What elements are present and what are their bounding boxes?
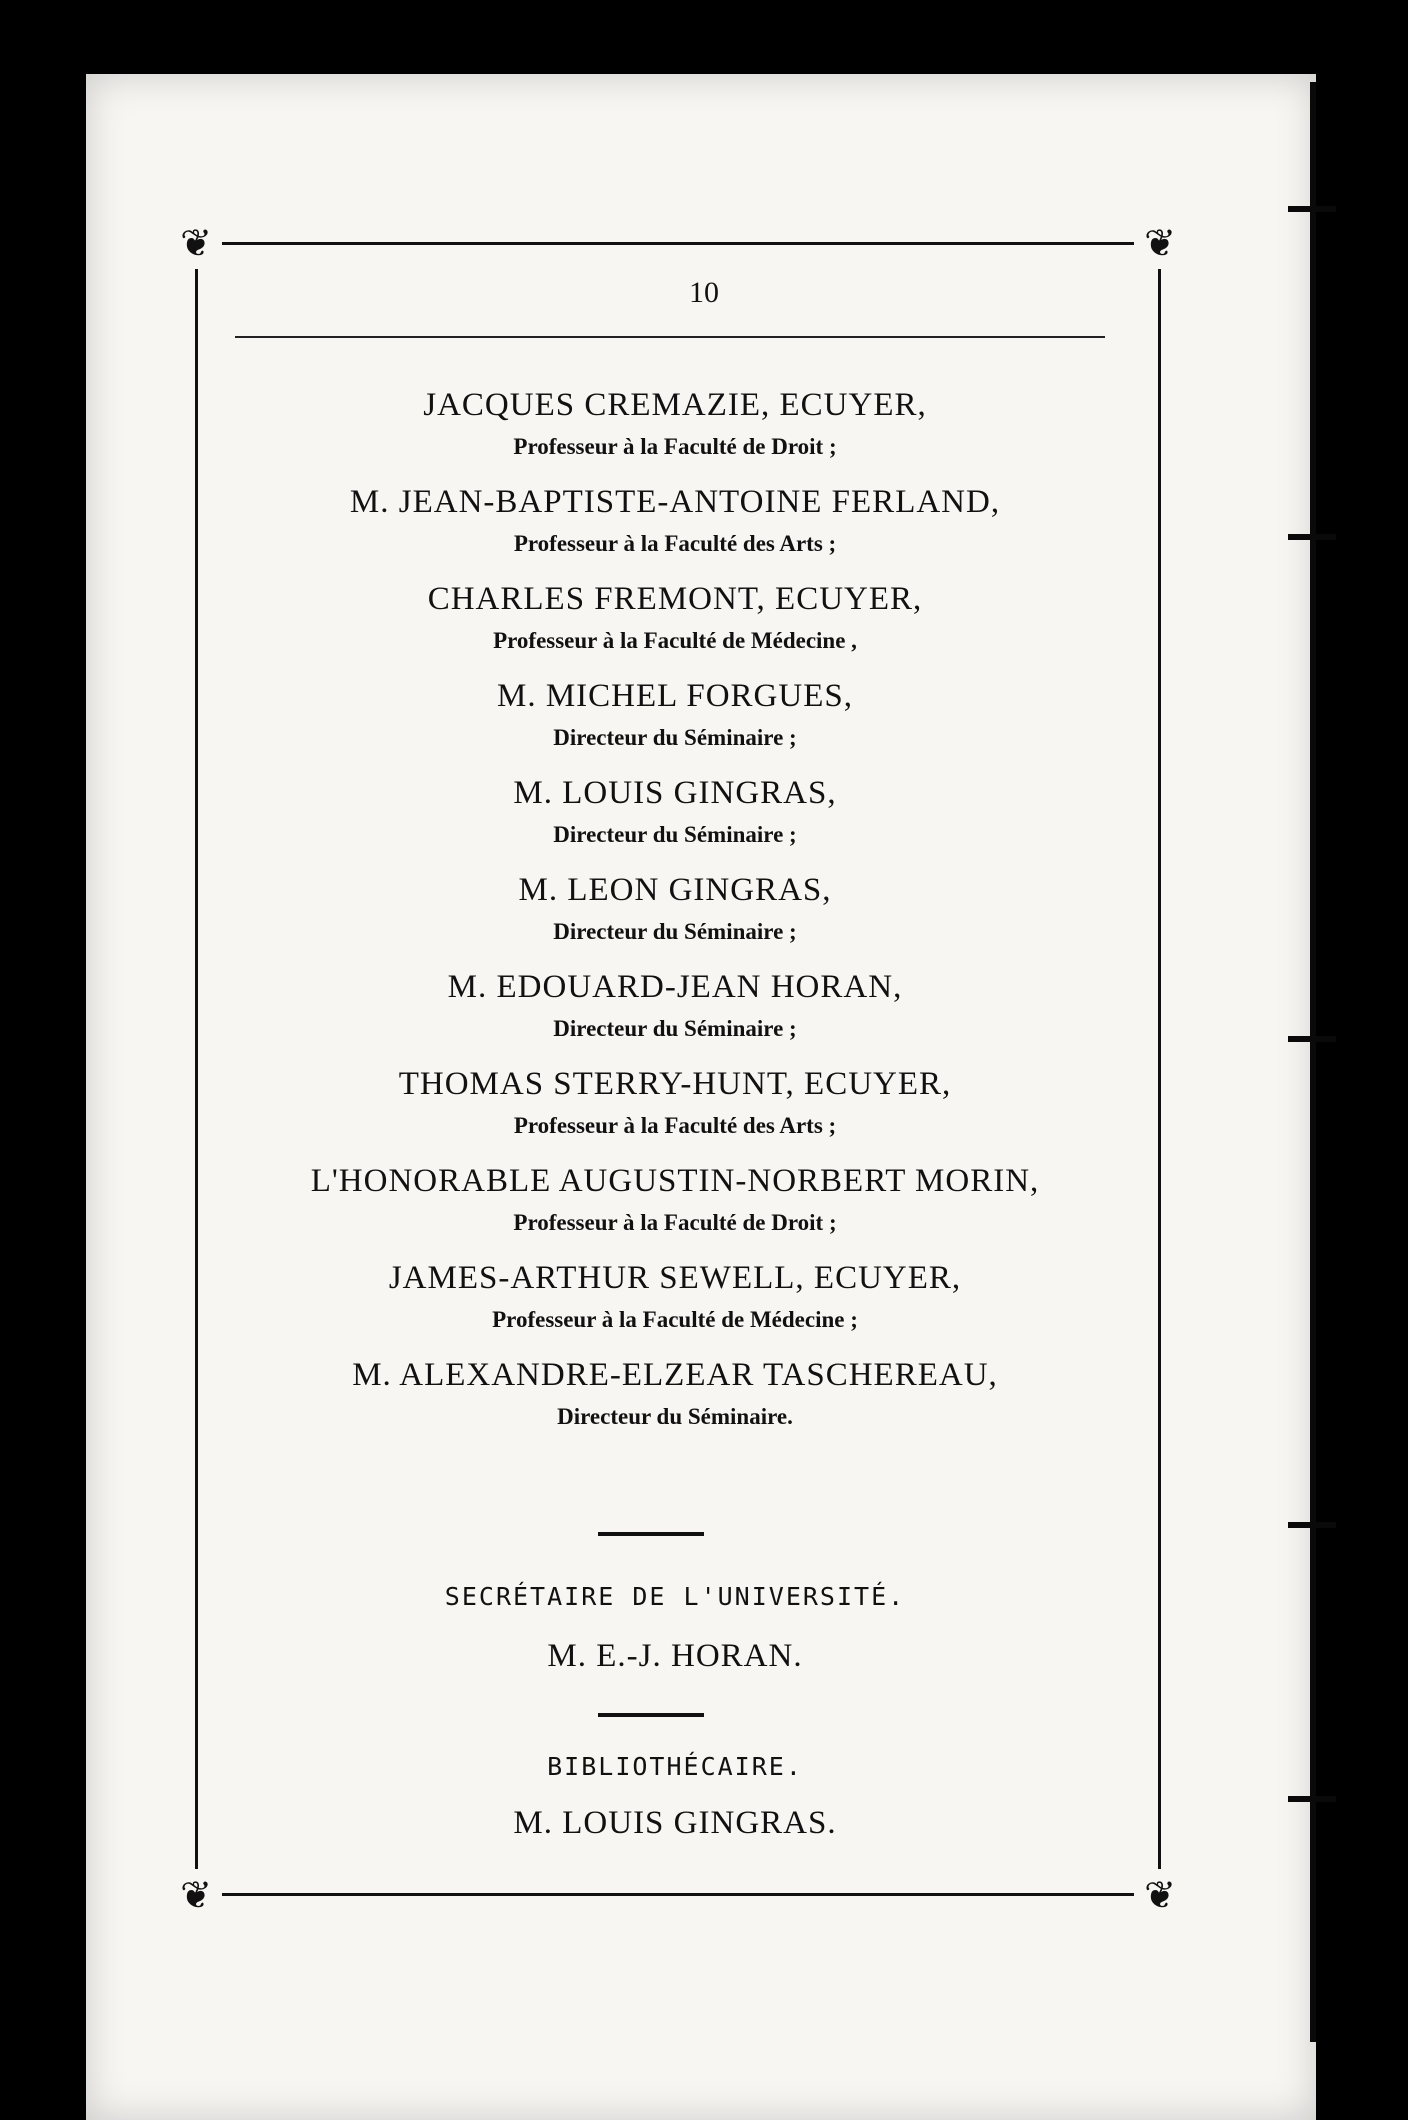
binding-strip [1310, 82, 1316, 2042]
entry-role: Directeur du Séminaire ; [553, 822, 797, 847]
entry-role: Professeur à la Faculté de Droit ; [513, 1210, 837, 1235]
section-divider [598, 1532, 704, 1536]
entry-name: L'HONORABLE AUGUSTIN-NORBERT MORIN, [310, 1163, 1040, 1199]
librarian-label: BIBLIOTHÉCAIRE. [547, 1752, 803, 1781]
list-item [195, 770, 1155, 867]
list-item [195, 867, 1155, 964]
entry-name: M. ALEXANDRE-ELZEAR TASCHEREAU, [352, 1357, 998, 1393]
list-item [195, 1061, 1155, 1158]
entry-name: M. LEON GINGRAS, [518, 872, 832, 908]
ornament-corner-icon: ❦ [170, 217, 222, 269]
entry-name: JAMES-ARTHUR SEWELL, ECUYER, [388, 1260, 962, 1296]
entry-role: Directeur du Séminaire ; [553, 1016, 797, 1041]
entry-name: JACQUES CREMAZIE, ECUYER, [423, 387, 927, 423]
list-item [195, 479, 1155, 576]
entry-role: Professeur à la Faculté de Droit ; [513, 434, 837, 459]
entry-name: CHARLES FREMONT, ECUYER, [427, 581, 923, 617]
page-number: 10 [689, 276, 719, 309]
list-item [195, 1158, 1155, 1255]
list-item [195, 673, 1155, 770]
binding-tick [1288, 534, 1336, 540]
binding-tick [1288, 1036, 1336, 1042]
entry-list [195, 382, 1155, 1449]
binding-tick [1288, 206, 1336, 212]
binding-tick [1288, 1522, 1336, 1528]
list-item [195, 382, 1155, 479]
list-item [195, 1255, 1155, 1352]
entry-name: M. LOUIS GINGRAS, [513, 775, 837, 811]
header-rule [235, 336, 1105, 338]
secretary-name: M. E.-J. HORAN. [547, 1638, 803, 1674]
librarian-name: M. LOUIS GINGRAS. [513, 1805, 837, 1841]
list-item [195, 576, 1155, 673]
entry-name: THOMAS STERRY-HUNT, ECUYER, [398, 1066, 952, 1102]
entry-role: Professeur à la Faculté de Médecine ; [492, 1307, 858, 1332]
entry-role: Professeur à la Faculté de Médecine , [493, 628, 857, 653]
list-item [195, 964, 1155, 1061]
binding-tick [1288, 1796, 1336, 1802]
entry-name: M. JEAN-BAPTISTE-ANTOINE FERLAND, [349, 484, 1001, 520]
entry-role: Directeur du Séminaire. [557, 1404, 793, 1429]
ornament-corner-icon: ❦ [1134, 217, 1186, 269]
entry-role: Directeur du Séminaire ; [553, 725, 797, 750]
secretary-label: SECRÉTAIRE DE L'UNIVERSITÉ. [444, 1582, 906, 1611]
section-divider [598, 1713, 704, 1717]
entry-role: Professeur à la Faculté des Arts ; [513, 1113, 837, 1138]
ornament-corner-icon: ❦ [170, 1869, 222, 1921]
ornament-corner-icon: ❦ [1134, 1869, 1186, 1921]
entry-role: Directeur du Séminaire ; [553, 919, 797, 944]
entry-role: Professeur à la Faculté des Arts ; [513, 531, 837, 556]
entry-name: M. MICHEL FORGUES, [497, 678, 853, 714]
list-item [195, 1352, 1155, 1449]
entry-name: M. EDOUARD-JEAN HORAN, [447, 969, 903, 1005]
